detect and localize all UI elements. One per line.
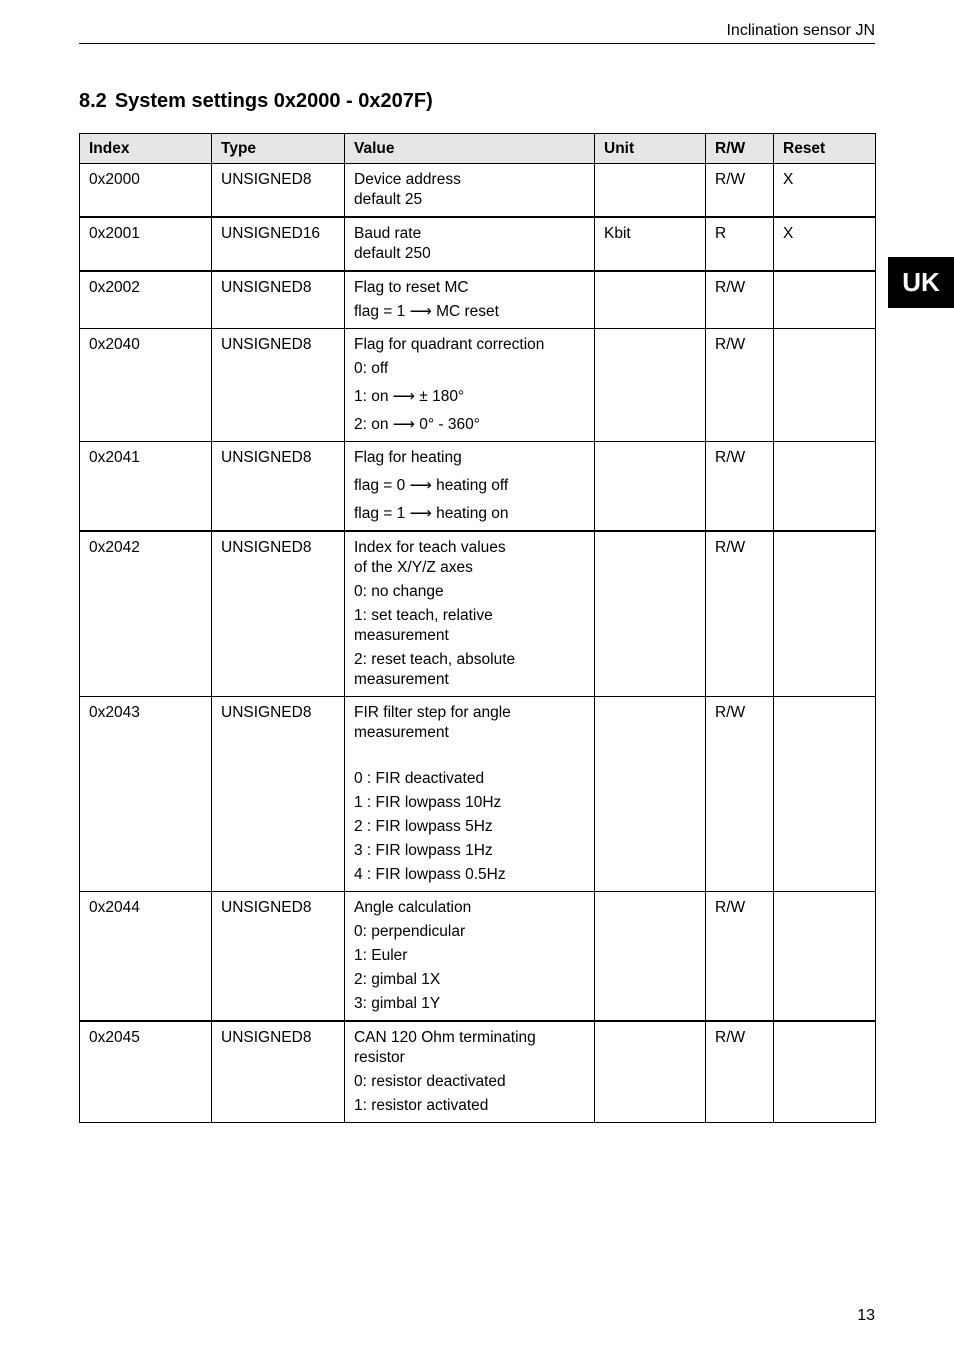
cell-type: UNSIGNED8 — [212, 271, 345, 329]
cell-rw: R/W — [706, 164, 774, 218]
cell-reset — [774, 892, 876, 1022]
cell-value — [345, 1021, 595, 1123]
value-line: Flag to reset MC — [354, 279, 469, 296]
cell-rw: R/W — [706, 329, 774, 442]
table-row — [80, 271, 876, 329]
cell-value — [345, 697, 595, 892]
cell-rw: R/W — [706, 697, 774, 892]
value-line: 3 : FIR lowpass 1Hz — [354, 842, 493, 859]
cell-rw: R/W — [706, 531, 774, 697]
table-row — [80, 329, 876, 442]
value-line: 1: on ⟶ ± 180° — [354, 388, 465, 405]
value-line: default 25 — [354, 191, 423, 208]
cell-unit — [595, 892, 706, 1022]
value-line: 1: resistor activated — [354, 1097, 489, 1114]
value-line: Index for teach values — [354, 539, 506, 556]
value-line: Angle calculation — [354, 899, 472, 916]
value-line: resistor — [354, 1049, 405, 1066]
value-line: Flag for quadrant correction — [354, 336, 545, 353]
value-line: CAN 120 Ohm terminating — [354, 1029, 536, 1046]
column-header-index: Index — [80, 134, 212, 164]
cell-unit — [595, 697, 706, 892]
value-line: 0: resistor deactivated — [354, 1073, 506, 1090]
value-line: 0: no change — [354, 583, 444, 600]
cell-type: UNSIGNED16 — [212, 217, 345, 271]
cell-rw: R/W — [706, 892, 774, 1022]
cell-value — [345, 271, 595, 329]
value-line: 2: gimbal 1X — [354, 971, 441, 988]
section-number: 8.2 — [79, 90, 107, 112]
value-line: Flag for heating — [354, 449, 462, 466]
cell-reset: X — [774, 217, 876, 271]
running-header: Inclination sensor JN — [726, 22, 875, 39]
cell-rw: R/W — [706, 442, 774, 532]
cell-reset: X — [774, 164, 876, 218]
cell-value — [345, 892, 595, 1022]
value-line: 0 : FIR deactivated — [354, 770, 485, 787]
value-line: measurement — [354, 724, 449, 741]
value-line: 4 : FIR lowpass 0.5Hz — [354, 866, 506, 883]
cell-type: UNSIGNED8 — [212, 164, 345, 218]
cell-reset — [774, 442, 876, 532]
cell-index: 0x2000 — [80, 164, 212, 218]
value-line: 3: gimbal 1Y — [354, 995, 441, 1012]
section-title: System settings 0x2000 - 0x207F) — [114, 90, 433, 112]
cell-index: 0x2043 — [80, 697, 212, 892]
cell-reset — [774, 531, 876, 697]
cell-reset — [774, 329, 876, 442]
table-row — [80, 442, 876, 532]
cell-rw: R — [706, 217, 774, 271]
cell-type: UNSIGNED8 — [212, 892, 345, 1022]
cell-unit — [595, 1021, 706, 1123]
value-line: Baud rate — [354, 225, 422, 242]
value-line: flag = 1 ⟶ MC reset — [354, 303, 499, 320]
column-header-value: Value — [345, 134, 595, 164]
value-line: 0: off — [354, 360, 389, 377]
value-line: 0: perpendicular — [354, 923, 466, 940]
cell-index: 0x2040 — [80, 329, 212, 442]
column-header-reset: Reset — [774, 134, 876, 164]
cell-index: 0x2041 — [80, 442, 212, 532]
cell-value — [345, 217, 595, 271]
cell-unit — [595, 442, 706, 532]
value-line: of the X/Y/Z axes — [354, 559, 473, 576]
value-line: flag = 0 ⟶ heating off — [354, 477, 509, 494]
table-row — [80, 697, 876, 892]
column-header-type: Type — [212, 134, 345, 164]
language-tab: UK — [888, 257, 954, 308]
table-row — [80, 892, 876, 1022]
cell-type: UNSIGNED8 — [212, 697, 345, 892]
cell-reset — [774, 1021, 876, 1123]
value-line: Device address — [354, 171, 461, 188]
cell-unit — [595, 271, 706, 329]
value-line: 2: on ⟶ 0° - 360° — [354, 416, 480, 433]
cell-value — [345, 329, 595, 442]
cell-rw: R/W — [706, 1021, 774, 1123]
cell-index: 0x2001 — [80, 217, 212, 271]
value-line: FIR filter step for angle — [354, 704, 511, 721]
cell-index: 0x2045 — [80, 1021, 212, 1123]
cell-unit: Kbit — [595, 217, 706, 271]
cell-reset — [774, 271, 876, 329]
cell-unit — [595, 329, 706, 442]
cell-type: UNSIGNED8 — [212, 1021, 345, 1123]
cell-index: 0x2042 — [80, 531, 212, 697]
cell-rw: R/W — [706, 271, 774, 329]
cell-unit — [595, 164, 706, 218]
table-header-row — [80, 134, 876, 164]
value-line: measurement — [354, 671, 449, 688]
cell-value — [345, 164, 595, 218]
value-line: 2 : FIR lowpass 5Hz — [354, 818, 493, 835]
value-line: flag = 1 ⟶ heating on — [354, 505, 509, 522]
cell-reset — [774, 697, 876, 892]
column-header-rw: R/W — [706, 134, 774, 164]
section-heading — [79, 90, 433, 113]
cell-type: UNSIGNED8 — [212, 442, 345, 532]
cell-value — [345, 442, 595, 532]
value-line: measurement — [354, 627, 449, 644]
cell-type: UNSIGNED8 — [212, 531, 345, 697]
value-line: 1: set teach, relative — [354, 607, 493, 624]
table-row — [80, 164, 876, 218]
cell-index: 0x2044 — [80, 892, 212, 1022]
cell-index: 0x2002 — [80, 271, 212, 329]
value-line: 1: Euler — [354, 947, 408, 964]
value-line: default 250 — [354, 245, 431, 262]
header-rule — [79, 43, 875, 44]
page-number: 13 — [857, 1307, 875, 1324]
cell-unit — [595, 531, 706, 697]
table-row — [80, 531, 876, 697]
value-line: 1 : FIR lowpass 10Hz — [354, 794, 502, 811]
table-row — [80, 217, 876, 271]
value-line: 2: reset teach, absolute — [354, 651, 516, 668]
column-header-unit: Unit — [595, 134, 706, 164]
system-settings-table — [79, 133, 876, 1123]
cell-type: UNSIGNED8 — [212, 329, 345, 442]
table-row — [80, 1021, 876, 1123]
cell-value — [345, 531, 595, 697]
